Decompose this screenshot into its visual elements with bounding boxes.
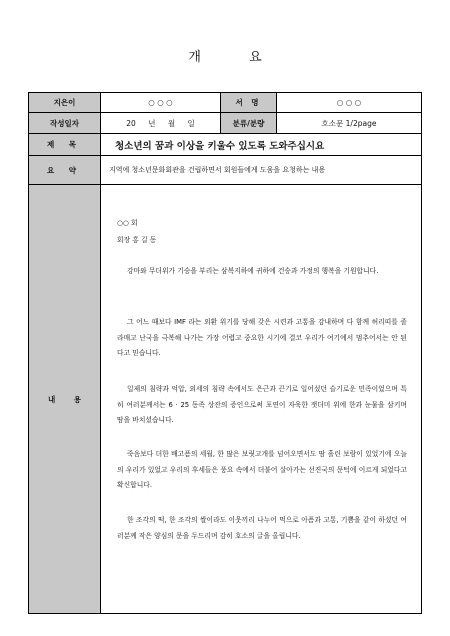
- row-sender: [29, 93, 421, 113]
- row-subject: [29, 134, 421, 156]
- paragraph-1: 강마와 무더위가 기승을 부리는 삼복지하에 귀하에 건승과 가정의 행복을 기원합니다.: [127, 267, 379, 275]
- category-label: 분류/분량: [221, 113, 277, 133]
- addressee-org: ○○ 회: [117, 219, 138, 227]
- paragraph-2: 그 어느 때보다 IMF 라는 외환 위기를 당해 갖은 시련과 고통을 감내하며 다 함께 허리띠를 졸라매고 난국을 극복해 나가는 가장 어렵고 중요한 시기에 결코 우리가 여기에서 멈추어서는 안 된다고 믿습니다.: [117, 318, 407, 357]
- document-form: [28, 92, 422, 614]
- paragraph-4: 죽음보다 더한 배고픔의 세월, 한 많은 보릿고개를 넘어오면서도 땀 흘린 보람이 있었기에 오늘의 우리가 있었고 우리의 후세들은 풍요 속에서 더불어 살아가는 선진국의 문턱에 이르게 되었다고 확신합니다.: [117, 450, 407, 489]
- content-label: 내 용: [29, 185, 101, 613]
- category-value: 호소문 1/2page: [321, 118, 377, 128]
- addressee-name: 회장 홍 길 동: [117, 236, 157, 244]
- paragraph-5: 한 조각의 떡, 한 조각의 쌀이라도 이웃끼리 나누어 먹으로 아픔과 고통, 기쁨을 같이 하셨던 여러분께 작은 양심의 문을 두드리며 감히 호소의 글을 올립니다.: [117, 516, 407, 540]
- date-label: 작성일자: [29, 113, 101, 133]
- date-value: 20 년 월 일: [101, 113, 221, 133]
- signature-value: ○ ○ ○: [336, 98, 362, 107]
- row-date: [29, 113, 421, 134]
- sender-value: ○ ○ ○: [101, 93, 221, 112]
- page-title: 개 요: [188, 50, 284, 65]
- content-body: [101, 185, 421, 613]
- row-summary: [29, 156, 421, 185]
- signature-label: 서 명: [221, 93, 277, 112]
- summary-label: 요 약: [29, 156, 101, 184]
- subject-label: 제 목: [29, 134, 101, 155]
- paragraph-3: 일제의 침략과 억압, 외세의 침략 속에서도 은근과 끈기로 일어섰던 슬기로운 민족이었으며 특히 여러분께서는 6 · 25 동족 상잔의 증인으로써 포연이 자욱한 잿더미 위에 한과 눈물을 삼키며 땀을 바치셨습니다.: [117, 385, 407, 424]
- subject-value: 청소년의 꿈과 이상을 키울수 있도록 도와주십시요: [115, 140, 325, 152]
- sender-label: 지은이: [29, 93, 101, 112]
- summary-value: 지역에 청소년문화회관을 건립하면서 회원들에게 도움을 요청하는 내용: [109, 166, 326, 174]
